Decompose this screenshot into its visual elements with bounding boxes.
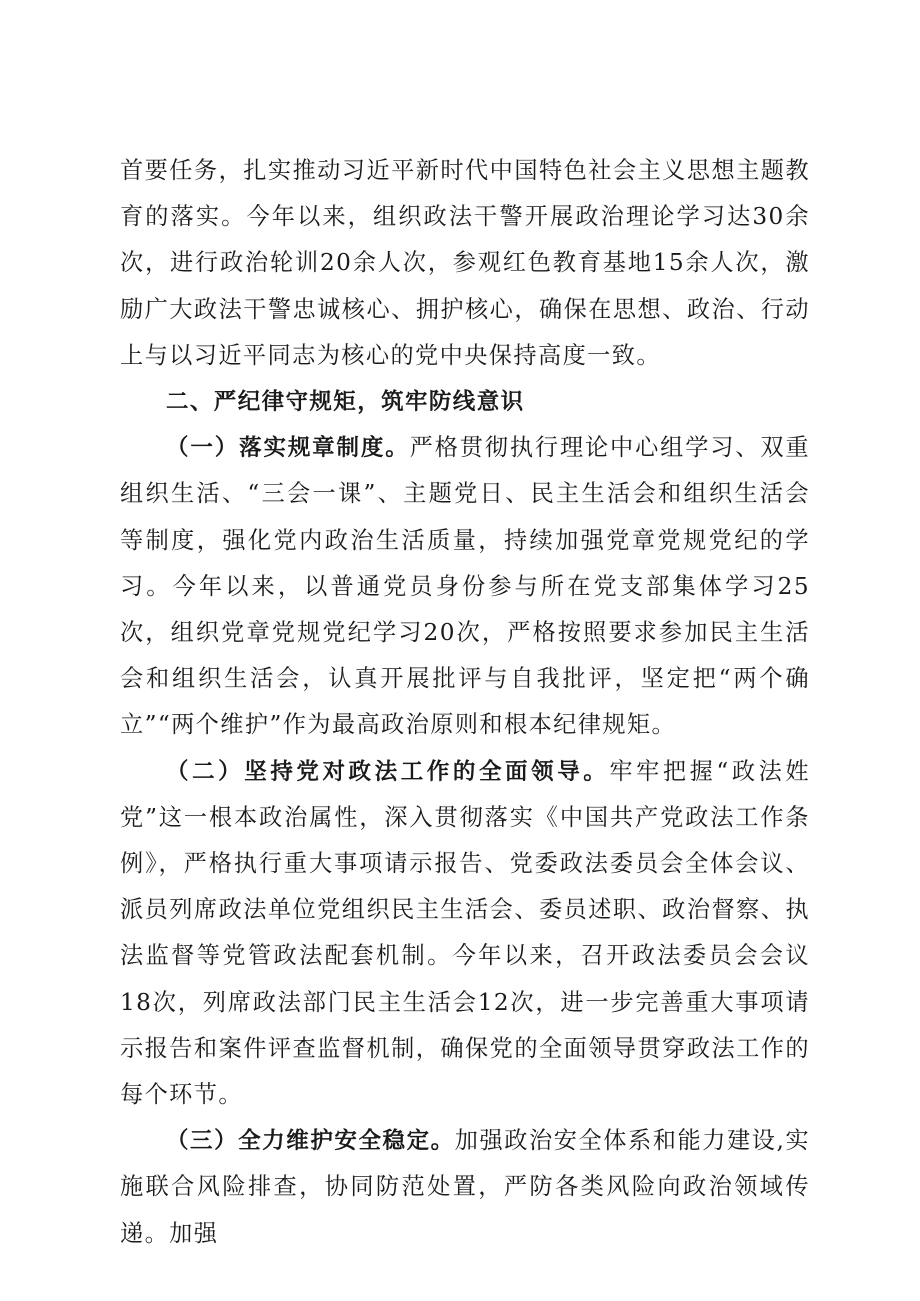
subsection-1-text: 严格贯彻执行理论中心组学习、双重组织生活、“三会一课”、主题党日、民主生活会和组织生活会等制度，强化党内政治生活质量，持续加强党章党规党纪的学习。今年以来，以普通党员身份参与所在党支部集体学习25次，组织党章党规党纪学习20次，严格按照要求参加民主生活会和组织生活会，认真开展批评与自我批评，坚定把“两个确立”“两个维护”作为最高政治原则和根本纪律规矩。 [120, 434, 810, 739]
subsection-1 [120, 425, 810, 748]
paragraph-continuation: 首要任务，扎实推动习近平新时代中国特色社会主义思想主题教育的落实。今年以来，组织政法干警开展政治理论学习达30余次，进行政治轮训20余人次，参观红色教育基地15余人次，激励广大政法干警忠诚核心、拥护核心，确保在思想、政治、行动上与以习近平同志为核心的党中央保持高度一致。 [120, 157, 810, 369]
section-heading: 二、严纪律守规矩，筑牢防线意识 [166, 389, 525, 416]
subsection-3-title: （三）全力维护安全稳定。 [166, 1128, 455, 1155]
document-body [120, 148, 810, 1257]
subsection-3 [120, 1118, 810, 1257]
subsection-1-title: （一）落实规章制度。 [166, 435, 410, 462]
subsection-3-text: 加强政治安全体系和能力建设,实施联合风险排查，协同防范处置，严防各类风险向政治领域传递。加强 [120, 1127, 810, 1247]
subsection-2-title: （二）坚持党对政法工作的全面领导。 [166, 758, 610, 785]
subsection-2 [120, 749, 810, 1119]
subsection-2-text: 牢牢把握“政法姓党”这一根本政治属性，深入贯彻落实《中国共产党政法工作条例》，严格执行重大事项请示报告、党委政法委员会全体会议、派员列席政法单位党组织民主生活会、委员述职、政治督察、执法监督等党管政法配套机制。今年以来，召开政法委员会会议18次，列席政法部门民主生活会12次，进一步完善重大事项请示报告和案件评查监督机制，确保党的全面领导贯穿政法工作的每个环节。 [120, 757, 810, 1109]
